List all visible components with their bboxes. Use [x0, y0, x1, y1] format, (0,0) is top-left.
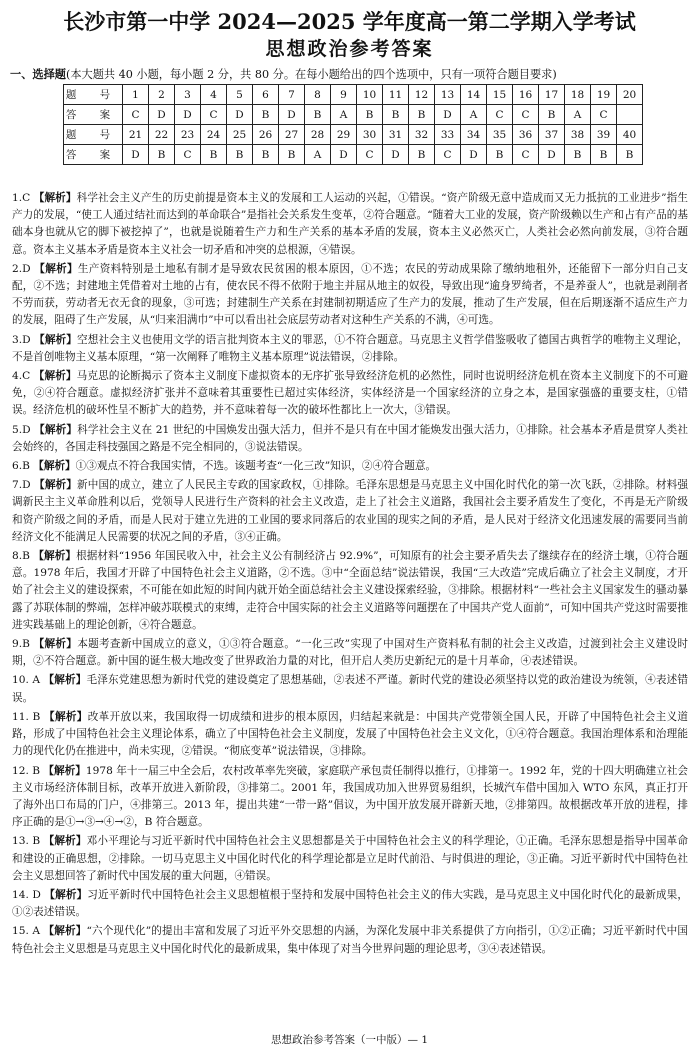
answer-table-cell: C: [201, 105, 227, 125]
answer-table-cell: B: [357, 105, 383, 125]
answer-table-cell: B: [201, 145, 227, 165]
item-number: 11. B: [12, 710, 41, 723]
answer-table-cell: 35: [487, 125, 513, 145]
answer-table-cell: B: [305, 105, 331, 125]
answer-table-cell: 29: [331, 125, 357, 145]
answer-table-row-header: 答 案: [64, 145, 123, 165]
item-number: 13. B: [12, 835, 41, 848]
item-text: ①③观点不符合我国实情，不选。该题考查“一化三改”知识，②④符合题意。: [75, 460, 437, 473]
answer-table-cell: 10: [357, 85, 383, 105]
page-footer: 思想政治参考答案（一中版）— 1: [270, 1034, 429, 1046]
explanation-item: [12, 422, 688, 456]
item-text: 科学社会主义在 21 世纪的中国焕发出强大活力，但并不是只有在中国才能焕发出强大活力，①排除。社会基本矛盾是贯穿人类社会始终的，各国走科技强国之路是不完全相同的，③说法错误。: [12, 423, 688, 453]
item-number: 12. B: [12, 764, 41, 777]
answer-table-row: [64, 85, 643, 105]
answer-table-cell: D: [279, 105, 305, 125]
analysis-tag: 【解析】: [34, 479, 77, 492]
item-number: 9.B: [12, 638, 30, 651]
answer-table-cell: B: [227, 145, 253, 165]
item-number: 3.D: [12, 333, 31, 346]
answer-table-cell: B: [383, 105, 409, 125]
answer-table-cell: 14: [461, 85, 487, 105]
explanation-item: [12, 636, 688, 670]
answer-table-cell: 2: [149, 85, 175, 105]
answer-table-cell: 6: [253, 85, 279, 105]
answer-table-cell: B: [279, 145, 305, 165]
answer-table-cell: C: [513, 105, 539, 125]
answer-table-cell: 25: [227, 125, 253, 145]
answer-table-cell: 23: [175, 125, 201, 145]
analysis-tag: 【解析】: [33, 460, 76, 473]
item-number: 2.D: [12, 262, 31, 275]
item-text: 根据材料“1956 年国民收入中，社会主义公有制经济占 92.9%”，可知原有的社会主要矛盾失去了继续存在的经济土壤，①符合题意。1978 年后，我国才开辟了中国特色社会主义道路，②不选。③中“全面总结”说法错误，我国“三大改造”完成后确立了社会主义制度，才开始了社会主义的建设探索，不可能在如此短的时间内就开始全面总结社会主义建设探索经验，③排除。根据材料“一些社会主义国家发生的骚动暴露了苏联体制的弊端，怎样冲破苏联模式的束缚，走符合中国实际的社会主义道路等问题摆在了中国共产党人面前”，可知中国共产党这时需要推进实践基础上的理论创新，④符合题意。: [12, 550, 689, 631]
explanation-item: [12, 477, 688, 546]
explanation-item: [12, 709, 688, 761]
answer-table-cell: B: [149, 145, 175, 165]
section-heading: [10, 66, 690, 82]
analysis-tag: 【解析】: [33, 638, 78, 651]
answer-table-cell: B: [409, 105, 435, 125]
answer-table-cell: D: [331, 145, 357, 165]
analysis-tag: 【解析】: [34, 262, 78, 275]
section-label: 一、选择题: [10, 67, 66, 81]
explanation-item: [12, 763, 688, 832]
answer-table-cell: C: [435, 145, 461, 165]
item-text: 马克思的论断揭示了资本主义制度下虚拟资本的无序扩张导致经济危机的必然性，同时也说明经济危机在资本主义制度下的不可避免，②④符合题意。虚拟经济扩张并不意味着其重要性已超过实体经济，实体经济是一个国家经济的立身之本，是国家强盛的重要支柱，①错误。经济危机的破坏性呈不断扩大的趋势，并不意味着每一次的破坏性都比上一次大，③错误。: [12, 370, 689, 417]
item-number: 4.C: [12, 370, 31, 383]
explanation-item: [12, 190, 688, 259]
explanation-item: [12, 458, 688, 475]
item-text: 1978 年十一届三中全会后，农村改革率先突破，家庭联产承包责任制得以推行，①排第一。1992 年，党的十四大明确建立社会主义市场经济体制目标，改革开放进入新阶段，③排第二。2001 年，我国成功加入世界贸易组织，长城汽车借中国加入 WTO 东风，真正打开了海外出口布局的门户，④排第三。2013 年，提出共建“一带一路”倡议，为中国开放发展开辟新天地，②排第四。故根据改革开放的进程，排序正确的是①→③→④→②，B 符合题意。: [12, 764, 688, 829]
answer-table-cell: 11: [383, 85, 409, 105]
item-text: 习近平新时代中国特色社会主义思想植根于坚持和发展中国特色社会主义的伟大实践，是马克思主义中国化时代化的最新成果，①②表述错误。: [12, 888, 689, 919]
section-note: (本大题共 40 小题，每小题 2 分，共 80 分。在每小题给出的四个选项中，只有一项符合题目要求): [65, 68, 557, 81]
answer-table-cell: 32: [409, 125, 435, 145]
answer-table-cell: 18: [565, 85, 591, 105]
answer-table-cell: B: [617, 145, 643, 165]
answer-table-cell: 8: [305, 85, 331, 105]
page-title: 长沙市第一中学 2024—2025 学年度高一第二学期入学考试: [63, 9, 636, 34]
analysis-tag: 【解析】: [34, 333, 77, 346]
answer-table-cell: 5: [227, 85, 253, 105]
answer-table-cell: C: [175, 145, 201, 165]
answer-table-cell: 34: [461, 125, 487, 145]
explanation-item: [12, 833, 688, 885]
item-text: 改革开放以来，我国取得一切成绩和进步的根本原因，归结起来就是：中国共产党带领全国人民，开辟了中国特色社会主义道路，形成了中国特色社会主义理论体系，确立了中国特色社会主义制度，发展了中国特色社会主义文化，①④符合题意。我国治理体系和治理能力的现代化仍在推进中，尚未实现，②错误。“彻底变革”说法错误，③排除。: [12, 710, 689, 758]
answer-table-cell: D: [383, 145, 409, 165]
explanation-item: [12, 368, 688, 420]
answer-table: [63, 84, 643, 165]
answer-table-row-header: 题 号: [64, 85, 123, 105]
explanation-item: [12, 672, 688, 706]
item-number: 15. A: [12, 925, 41, 938]
answer-table-cell: 7: [279, 85, 305, 105]
answer-table-cell: 13: [435, 85, 461, 105]
item-number: 8.B: [12, 550, 30, 563]
answer-table-cell: 40: [617, 125, 643, 145]
answer-table-cell: D: [461, 145, 487, 165]
answer-table-cell: B: [409, 145, 435, 165]
analysis-tag: 【解析】: [44, 710, 88, 723]
answer-table-row: [64, 145, 643, 165]
answer-table-cell: D: [539, 145, 565, 165]
answer-table-row-header: 题 号: [64, 125, 123, 145]
item-number: 6.B: [12, 460, 30, 473]
explanation-item: [12, 887, 688, 921]
answer-table-cell: C: [123, 105, 149, 125]
item-number: 5.D: [12, 423, 31, 436]
answer-table-cell: A: [331, 105, 357, 125]
analysis-tag: 【解析】: [33, 370, 77, 383]
answer-table-cell: 24: [201, 125, 227, 145]
answer-table-cell: 19: [591, 85, 617, 105]
analysis-tag: 【解析】: [43, 674, 87, 687]
explanation-item: [12, 548, 688, 634]
answer-table-cell: B: [565, 145, 591, 165]
answer-table-cell: 21: [123, 125, 149, 145]
analysis-tag: 【解析】: [34, 423, 78, 436]
item-text: 本题考查新中国成立的意义，①③符合题意。“一化三改”实现了中国对生产资料私有制的社会主义改造，过渡到社会主义建设时期，②不符合题意。新中国的诞生极大地改变了世界政治力量的对比，但开启人类历史新纪元的是十月革命，④表述错误。: [12, 638, 689, 668]
answer-table-cell: D: [123, 145, 149, 165]
answer-table-cell: A: [305, 145, 331, 165]
explanations-list: [12, 190, 688, 960]
answer-table-cell: 37: [539, 125, 565, 145]
answer-table-cell: 36: [513, 125, 539, 145]
answer-table-cell: D: [149, 105, 175, 125]
page-subtitle: 思想政治参考答案: [265, 38, 434, 60]
item-text: 空想社会主义也使用文学的语言批判资本主义的罪恶，①不符合题意。马克思主义哲学借鉴吸收了德国古典哲学的唯物主义理论，不是首创唯物主义基本原理，“第一次阐释了唯物主义基本原理”说法错误，②排除。: [12, 333, 688, 363]
answer-table-cell: A: [565, 105, 591, 125]
answer-table-cell: 1: [123, 85, 149, 105]
item-number: 7.D: [12, 479, 31, 492]
item-text: 科学社会主义产生的历史前提是资本主义的发展和工人运动的兴起，①错误。“资产阶级无意中造成而又无力抵抗的工业进步”指生产力的发展，“使工人通过结社而达到的革命联合”是指社会关系发生变革，②符合题意。“随着大工业的发展，资产阶级赖以生产和占有产品的基础本身也就从它的脚下被挖掉了”，也就是说随着生产力和生产关系的基本矛盾的发展，资本主义必然灭亡，人类社会必然向前发展，③符合题意。资本主义基本矛盾是资本主义社会一切矛盾和冲突的总根源，④错误。: [12, 192, 688, 256]
analysis-tag: 【解析】: [33, 192, 77, 204]
explanation-item: [12, 261, 688, 330]
item-text: 新中国的成立，建立了人民民主专政的国家政权，①排除。毛泽东思想是马克思主义中国化时代化的第一次飞跃，②排除。材料强调新民主主义革命胜利以后，党领导人民进行生产资料的社会主义改造，走上了社会主义道路，我国社会主要矛盾发生了变化，不再是无产阶级和资产阶级之间的矛盾，而是人民对于建立先进的工业国的要求同落后的农业国的现实之间的矛盾，是人民对于经济文化迅速发展的需要同当前经济文化不能满足人民需要的状况之间的矛盾，③④正确。: [12, 479, 688, 543]
answer-table-cell: C: [487, 105, 513, 125]
answer-table-cell: B: [539, 105, 565, 125]
answer-table-cell: 31: [383, 125, 409, 145]
answer-table-cell: 38: [565, 125, 591, 145]
answer-table-cell: 22: [149, 125, 175, 145]
answer-table-cell: 3: [175, 85, 201, 105]
answer-table-cell: 4: [201, 85, 227, 105]
answer-table-cell: B: [253, 105, 279, 125]
analysis-tag: 【解析】: [33, 550, 77, 563]
answer-table-cell: 20: [617, 85, 643, 105]
answer-table-cell: B: [591, 145, 617, 165]
explanation-item: [12, 332, 688, 366]
explanation-item: [12, 923, 688, 957]
answer-table-cell: C: [357, 145, 383, 165]
answer-table-cell: D: [435, 105, 461, 125]
answer-table-cell: [617, 105, 643, 125]
answer-table-cell: 26: [253, 125, 279, 145]
answer-table-cell: C: [513, 145, 539, 165]
answer-table-cell: 17: [539, 85, 565, 105]
answer-table-cell: 28: [305, 125, 331, 145]
item-number: 14. D: [12, 888, 41, 901]
answer-table-cell: 27: [279, 125, 305, 145]
item-text: “六个现代化”的提出丰富和发展了习近平外交思想的内涵，为深化发展中非关系提供了方向指引，①②正确；习近平新时代中国特色社会主义思想是马克思主义中国化时代化的最新成果，集中体现了对当今世界问题的理论思考，③④表述错误。: [12, 925, 688, 955]
answer-table-cell: 9: [331, 85, 357, 105]
item-number: 1.C: [12, 192, 31, 204]
answer-table-row: [64, 125, 643, 145]
answer-table-cell: 39: [591, 125, 617, 145]
item-text: 生产资料特别是土地私有制才是导致农民贫困的根本原因，①不选；农民的劳动成果除了缴纳地租外，还能留下一部分归自己支配，②不选；封建地主凭借着对土地的占有，使农民不得不依附于地主并屈从地主的奴役，导致出现“逾身罗绮者，不是养蚕人”，也就是剥削者不劳而获，劳动者无衣无食的现象，③可选；封建制生产关系在封建制初期适应了生产力的发展，推动了生产发展，但在后期逐渐不适应生产力的发展，阻碍了生产发展，从“归来泪满巾”中可以看出社会底层劳动者对这种生产关系的不满，④可选。: [12, 262, 689, 327]
answer-table-cell: C: [591, 105, 617, 125]
analysis-tag: 【解析】: [43, 925, 87, 938]
answer-table-cell: 15: [487, 85, 513, 105]
analysis-tag: 【解析】: [44, 888, 88, 901]
answer-table-row: [64, 105, 643, 125]
answer-table-cell: 12: [409, 85, 435, 105]
analysis-tag: 【解析】: [43, 764, 86, 777]
answer-table-cell: B: [253, 145, 279, 165]
answer-table-cell: D: [227, 105, 253, 125]
answer-table-cell: B: [487, 145, 513, 165]
answer-table-cell: 16: [513, 85, 539, 105]
item-number: 10. A: [12, 674, 41, 687]
answer-table-cell: D: [175, 105, 201, 125]
item-text: 邓小平理论与习近平新时代中国特色社会主义思想都是关于中国特色社会主义的科学理论，①正确。毛泽东思想是指导中国革命和建设的正确思想，②排除。一切马克思主义中国化时代化的科学理论都是立足时代前沿、与时俱进的理论，③正确。习近平新时代中国特色社会主义思想回答了新时代中国发展的重大问题，④错误。: [12, 835, 689, 882]
item-text: 毛泽东党建思想为新时代党的建设奠定了思想基础，②表述不严谨。新时代党的建设必须坚持以党的政治建设为统领，④表述错误。: [12, 674, 689, 704]
answer-table-cell: A: [461, 105, 487, 125]
answer-table-cell: 33: [435, 125, 461, 145]
answer-table-cell: 30: [357, 125, 383, 145]
answer-table-row-header: 答 案: [64, 105, 123, 125]
analysis-tag: 【解析】: [43, 835, 87, 848]
